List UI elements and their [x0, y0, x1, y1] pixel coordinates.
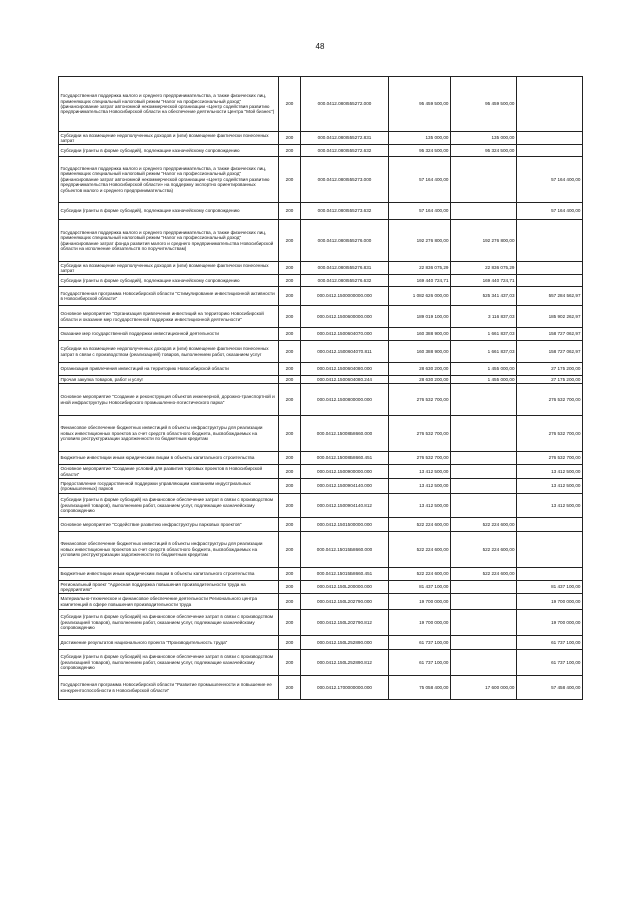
row-amount-total-cell: 276 532 700,00	[389, 384, 451, 416]
row-amount-total-cell: 19 700 000,00	[389, 610, 451, 636]
row-admin-code-cell: 200	[279, 568, 301, 581]
row-amount-third-cell: 13 412 500,00	[517, 494, 583, 518]
row-classification-code-cell: 000.0412.080I555272.831	[301, 132, 389, 145]
row-amount-third-cell	[517, 262, 583, 275]
row-amount-third-cell: 276 532 700,00	[517, 452, 583, 465]
row-admin-code-cell: 200	[279, 145, 301, 157]
table-row	[59, 328, 583, 341]
row-name-cell: Региональный проект "Адресная поддержка повышения производительности труда на предприятиях"	[59, 581, 279, 594]
row-classification-code-cell: 000.0412.080I555272.632	[301, 145, 389, 157]
row-classification-code-cell: 000.0412.150L202790.812	[301, 610, 389, 636]
row-amount-third-cell: 13 412 500,00	[517, 479, 583, 494]
row-admin-code-cell: 200	[279, 77, 301, 132]
row-name-cell: Бюджетные инвестиции иным юридическим лицам в объекты капитального строительства	[59, 452, 279, 465]
row-amount-total-cell: 81 437 100,00	[389, 581, 451, 594]
row-admin-code-cell: 200	[279, 275, 301, 287]
row-amount-total-cell: 95 324 500,00	[389, 145, 451, 157]
table-row	[59, 145, 583, 157]
row-amount-third-cell	[517, 145, 583, 157]
row-amount-second-cell: 169 440 724,71	[451, 275, 517, 287]
row-admin-code-cell: 200	[279, 452, 301, 465]
row-classification-code-cell: 000.0412.080I555276.000	[301, 220, 389, 262]
table-row	[59, 220, 583, 262]
table-row	[59, 77, 583, 132]
row-amount-second-cell	[451, 416, 517, 452]
row-amount-third-cell: 27 175 200,00	[517, 376, 583, 384]
row-amount-third-cell: 276 532 700,00	[517, 416, 583, 452]
row-amount-third-cell	[517, 220, 583, 262]
row-admin-code-cell: 200	[279, 416, 301, 452]
row-amount-second-cell	[451, 636, 517, 650]
row-admin-code-cell: 200	[279, 494, 301, 518]
table-row	[59, 494, 583, 518]
row-amount-total-cell: 95 459 500,00	[389, 77, 451, 132]
table-row	[59, 384, 583, 416]
row-amount-total-cell: 276 532 700,00	[389, 416, 451, 452]
row-amount-third-cell: 19 700 000,00	[517, 594, 583, 610]
row-admin-code-cell: 200	[279, 341, 301, 363]
row-classification-code-cell: 000.0412.080I555276.632	[301, 275, 389, 287]
row-amount-total-cell: 28 630 200,00	[389, 363, 451, 376]
row-name-cell: Государственная поддержка малого и среднего предпринимательства, а также физических лиц, применяющих специальный налоговый режим "Налог на профессиональный доход" (финансирование затрат автономной некоммерческой организации «Центр содействия развитию предпринимательства Новосибирской области» на поддержку экспортно ориентированных субъектов малого и среднего предпринимательства)	[59, 157, 279, 203]
row-name-cell: Государственная программа Новосибирской области "Стимулирование инвестиционной активности в Новосибирской области"	[59, 287, 279, 306]
row-amount-third-cell: 27 175 200,00	[517, 363, 583, 376]
row-name-cell: Основное мероприятие "Организация привлечения инвестиций на территорию Новосибирской области и оказание мер государственной поддержки инвестиционной деятельности"	[59, 306, 279, 328]
row-admin-code-cell: 200	[279, 306, 301, 328]
row-amount-total-cell: 522 224 600,00	[389, 568, 451, 581]
row-classification-code-cell: 000.0412.15015Б8660.000	[301, 532, 389, 568]
row-classification-code-cell: 000.0412.1500604070.811	[301, 341, 389, 363]
row-amount-total-cell: 160 388 900,00	[389, 341, 451, 363]
table-row	[59, 676, 583, 700]
row-name-cell: Основное мероприятие "Создание и реконструкция объектов инженерной, дорожно-транспортной и иной инфраструктуры Новосибирского промышленно-логистического парка"	[59, 384, 279, 416]
row-amount-second-cell	[451, 452, 517, 465]
row-amount-second-cell	[451, 594, 517, 610]
row-amount-second-cell	[451, 479, 517, 494]
row-amount-total-cell: 169 440 724,71	[389, 275, 451, 287]
row-classification-code-cell: 000.0412.15008Б8660.451	[301, 452, 389, 465]
table-row	[59, 518, 583, 532]
row-amount-third-cell: 61 737 100,00	[517, 636, 583, 650]
table-row	[59, 465, 583, 479]
row-amount-second-cell: 95 324 500,00	[451, 145, 517, 157]
table-row	[59, 203, 583, 220]
row-amount-third-cell: 57 458 400,00	[517, 676, 583, 700]
row-amount-second-cell	[451, 157, 517, 203]
row-name-cell: Субсидии (гранты в форме субсидий), подлежащие казначейскому сопровождению	[59, 275, 279, 287]
row-classification-code-cell: 000.0412.150L252890.812	[301, 650, 389, 676]
row-amount-third-cell	[517, 77, 583, 132]
row-classification-code-cell: 000.0412.1500604080.244	[301, 376, 389, 384]
row-amount-total-cell: 1 082 626 000,00	[389, 287, 451, 306]
row-classification-code-cell: 000.0412.1501500000.000	[301, 518, 389, 532]
row-name-cell: Субсидии (гранты в форме субсидий) на финансовое обеспечение затрат в связи с производством (реализацией товаров), выполнением работ, оказанием услуг, подлежащие казначейскому сопровождению	[59, 650, 279, 676]
row-classification-code-cell: 000.0412.1500000000.000	[301, 287, 389, 306]
row-amount-third-cell: 557 284 562,97	[517, 287, 583, 306]
row-amount-third-cell: 57 164 400,00	[517, 157, 583, 203]
row-admin-code-cell: 200	[279, 518, 301, 532]
row-amount-second-cell: 1 661 837,03	[451, 328, 517, 341]
row-classification-code-cell: 000.0412.080I555273.000	[301, 157, 389, 203]
row-name-cell: Оказание мер государственной поддержки инвестиционной деятельности	[59, 328, 279, 341]
row-name-cell: Финансовое обеспечение бюджетных инвестиций в объекты инфраструктуры для реализации новых инвестиционных проектов за счет средств областного бюджета, высвобождаемых на условиях реструктуризации задолженности по бюджетным кредитам	[59, 416, 279, 452]
row-amount-total-cell: 75 058 400,00	[389, 676, 451, 700]
row-admin-code-cell: 200	[279, 220, 301, 262]
row-name-cell: Материально-техническое и финансовое обеспечение деятельности Регионального центра компетенций в сфере повышения производительности труда	[59, 594, 279, 610]
table-row	[59, 363, 583, 376]
row-classification-code-cell: 000.0412.150L252890.000	[301, 636, 389, 650]
row-name-cell: Предоставление государственной поддержки управляющим компаниям индустриальных (промышленных) парков	[59, 479, 279, 494]
row-classification-code-cell: 000.0412.1500604070.000	[301, 328, 389, 341]
row-amount-second-cell: 22 836 075,29	[451, 262, 517, 275]
row-amount-second-cell	[451, 494, 517, 518]
table-row	[59, 610, 583, 636]
row-amount-total-cell: 57 164 400,00	[389, 203, 451, 220]
row-classification-code-cell: 000.0412.15008Б8660.000	[301, 416, 389, 452]
row-amount-total-cell: 57 164 400,00	[389, 157, 451, 203]
row-name-cell: Государственная поддержка малого и среднего предпринимательства, а также физических лиц, применяющих специальный налоговый режим "Налог на профессиональный доход" (финансирование затрат фонда развития малого и среднего предпринимательства Новосибирской области на исполнение обязательств по поручительствам)	[59, 220, 279, 262]
row-amount-second-cell: 525 341 437,03	[451, 287, 517, 306]
row-admin-code-cell: 200	[279, 465, 301, 479]
table-row	[59, 416, 583, 452]
row-admin-code-cell: 200	[279, 157, 301, 203]
row-name-cell: Субсидии (гранты в форме субсидий) на финансовое обеспечение затрат в связи с производством (реализацией товаров), выполнением работ, оказанием услуг, подлежащие казначейскому сопровождению	[59, 610, 279, 636]
row-amount-second-cell: 1 455 000,00	[451, 376, 517, 384]
row-amount-second-cell: 95 459 500,00	[451, 77, 517, 132]
row-amount-total-cell: 13 412 500,00	[389, 465, 451, 479]
row-admin-code-cell: 200	[279, 479, 301, 494]
row-name-cell: Субсидии на возмещение недополученных доходов и (или) возмещение фактически понесенных затрат	[59, 262, 279, 275]
row-amount-total-cell: 61 737 100,00	[389, 636, 451, 650]
row-classification-code-cell: 000.0412.1500600000.000	[301, 306, 389, 328]
row-amount-total-cell: 13 412 500,00	[389, 479, 451, 494]
row-amount-total-cell: 28 630 200,00	[389, 376, 451, 384]
row-amount-second-cell	[451, 650, 517, 676]
row-classification-code-cell: 000.0412.1500904140.812	[301, 494, 389, 518]
table-row	[59, 341, 583, 363]
budget-table	[58, 76, 583, 700]
row-amount-third-cell	[517, 275, 583, 287]
row-classification-code-cell: 000.0412.15015Б8660.451	[301, 568, 389, 581]
row-name-cell: Субсидии на возмещение недополученных доходов и (или) возмещение фактически понесенных затрат в связи с производством (реализацией) товаров, выполнением работ, оказанием услуг	[59, 341, 279, 363]
row-name-cell: Государственная поддержка малого и среднего предпринимательства, а также физических лиц, применяющих специальный налоговый режим "Налог на профессиональный доход" (финансирование затрат автономной некоммерческой организации «Центр содействия развитию предпринимательства Новосибирской области на обеспечение деятельности Центра "Мой бизнес")	[59, 77, 279, 132]
row-amount-third-cell: 276 532 700,00	[517, 384, 583, 416]
row-admin-code-cell: 200	[279, 610, 301, 636]
row-admin-code-cell: 200	[279, 636, 301, 650]
row-amount-second-cell	[451, 203, 517, 220]
row-admin-code-cell: 200	[279, 328, 301, 341]
row-classification-code-cell: 000.0412.1500604080.000	[301, 363, 389, 376]
row-classification-code-cell: 000.0412.080I555273.632	[301, 203, 389, 220]
table-row	[59, 306, 583, 328]
row-amount-third-cell: 158 727 062,97	[517, 328, 583, 341]
row-classification-code-cell: 000.0412.150L200000.000	[301, 581, 389, 594]
row-admin-code-cell: 200	[279, 676, 301, 700]
row-amount-third-cell: 57 164 400,00	[517, 203, 583, 220]
row-amount-second-cell: 17 600 000,00	[451, 676, 517, 700]
row-amount-third-cell: 61 737 100,00	[517, 650, 583, 676]
row-classification-code-cell: 000.0412.080I555272.000	[301, 77, 389, 132]
row-amount-total-cell: 13 412 500,00	[389, 494, 451, 518]
row-name-cell: Субсидии (гранты в форме субсидий) на финансовое обеспечение затрат в связи с производством (реализацией товаров), выполнением работ, оказанием услуг, подлежащие казначейскому сопровождению	[59, 494, 279, 518]
row-admin-code-cell: 200	[279, 376, 301, 384]
row-amount-total-cell: 522 224 600,00	[389, 532, 451, 568]
table-row	[59, 636, 583, 650]
row-admin-code-cell: 200	[279, 650, 301, 676]
table-row	[59, 581, 583, 594]
row-admin-code-cell: 200	[279, 287, 301, 306]
row-name-cell: Достижение результатов национального проекта "Производительность труда"	[59, 636, 279, 650]
row-name-cell: Основное мероприятие "Содействие развитию инфраструктуры парковых проектов"	[59, 518, 279, 532]
row-admin-code-cell: 200	[279, 581, 301, 594]
row-name-cell: Организация привлечения инвестиций на территорию Новосибирской области	[59, 363, 279, 376]
row-amount-total-cell: 19 700 000,00	[389, 594, 451, 610]
table-row	[59, 287, 583, 306]
row-amount-third-cell: 13 412 500,00	[517, 465, 583, 479]
table-row	[59, 479, 583, 494]
row-name-cell: Субсидии (гранты в форме субсидий), подлежащие казначейскому сопровождению	[59, 145, 279, 157]
row-amount-second-cell	[451, 581, 517, 594]
row-amount-total-cell: 522 224 600,00	[389, 518, 451, 532]
row-amount-second-cell: 522 224 600,00	[451, 532, 517, 568]
row-amount-second-cell: 192 276 800,00	[451, 220, 517, 262]
row-amount-total-cell: 192 276 800,00	[389, 220, 451, 262]
row-classification-code-cell: 000.0412.1700000000.000	[301, 676, 389, 700]
row-name-cell: Финансовое обеспечение бюджетных инвестиций в объекты инфраструктуры для реализации новых инвестиционных проектов за счет средств областного бюджета, высвобождаемых на условиях реструктуризации задолженности по бюджетным кредитам	[59, 532, 279, 568]
table-row	[59, 275, 583, 287]
row-admin-code-cell: 200	[279, 363, 301, 376]
row-admin-code-cell: 200	[279, 384, 301, 416]
row-amount-total-cell: 61 737 100,00	[389, 650, 451, 676]
row-amount-second-cell: 522 224 600,00	[451, 518, 517, 532]
row-amount-second-cell: 522 224 600,00	[451, 568, 517, 581]
row-amount-third-cell	[517, 532, 583, 568]
row-amount-second-cell: 135 000,00	[451, 132, 517, 145]
row-amount-third-cell	[517, 518, 583, 532]
row-classification-code-cell: 000.0412.080I555276.831	[301, 262, 389, 275]
row-amount-second-cell	[451, 465, 517, 479]
table-row	[59, 568, 583, 581]
row-amount-total-cell: 22 836 075,29	[389, 262, 451, 275]
table-row	[59, 532, 583, 568]
row-amount-third-cell: 185 902 262,97	[517, 306, 583, 328]
row-classification-code-cell: 000.0412.1500800000.000	[301, 384, 389, 416]
table-row	[59, 262, 583, 275]
row-admin-code-cell: 200	[279, 262, 301, 275]
row-name-cell: Субсидии (гранты в форме субсидий), подлежащие казначейскому сопровождению	[59, 203, 279, 220]
row-amount-third-cell: 158 727 062,97	[517, 341, 583, 363]
row-admin-code-cell: 200	[279, 532, 301, 568]
row-admin-code-cell: 200	[279, 594, 301, 610]
row-amount-second-cell: 1 661 837,03	[451, 341, 517, 363]
row-name-cell: Субсидии на возмещение недополученных доходов и (или) возмещение фактически понесенных затрат	[59, 132, 279, 145]
table-row	[59, 376, 583, 384]
row-classification-code-cell: 000.0412.1500900000.000	[301, 465, 389, 479]
row-name-cell: Основное мероприятие "Создание условий для развития торговых проектов в Новосибирской области"	[59, 465, 279, 479]
row-name-cell: Прочая закупка товаров, работ и услуг	[59, 376, 279, 384]
row-amount-third-cell	[517, 568, 583, 581]
row-admin-code-cell: 200	[279, 132, 301, 145]
table-row	[59, 157, 583, 203]
table-row	[59, 650, 583, 676]
budget-table-body	[59, 77, 583, 700]
row-amount-total-cell: 189 019 100,00	[389, 306, 451, 328]
row-classification-code-cell: 000.0412.1500904140.000	[301, 479, 389, 494]
row-amount-third-cell: 81 437 100,00	[517, 581, 583, 594]
row-amount-second-cell: 3 116 837,03	[451, 306, 517, 328]
page-number: 48	[315, 42, 325, 51]
row-amount-third-cell	[517, 132, 583, 145]
row-amount-third-cell: 19 700 000,00	[517, 610, 583, 636]
row-amount-second-cell: 1 455 000,00	[451, 363, 517, 376]
row-amount-second-cell	[451, 384, 517, 416]
row-amount-total-cell: 160 388 900,00	[389, 328, 451, 341]
row-name-cell: Бюджетные инвестиции иным юридическим лицам в объекты капитального строительства	[59, 568, 279, 581]
table-row	[59, 452, 583, 465]
row-admin-code-cell: 200	[279, 203, 301, 220]
table-row	[59, 594, 583, 610]
row-name-cell: Государственная программа Новосибирской области "Развитие промышленности и повышение ее конкурентоспособности в Новосибирской области"	[59, 676, 279, 700]
row-amount-second-cell	[451, 610, 517, 636]
row-classification-code-cell: 000.0412.150L202790.000	[301, 594, 389, 610]
row-amount-total-cell: 276 532 700,00	[389, 452, 451, 465]
table-row	[59, 132, 583, 145]
row-amount-total-cell: 135 000,00	[389, 132, 451, 145]
